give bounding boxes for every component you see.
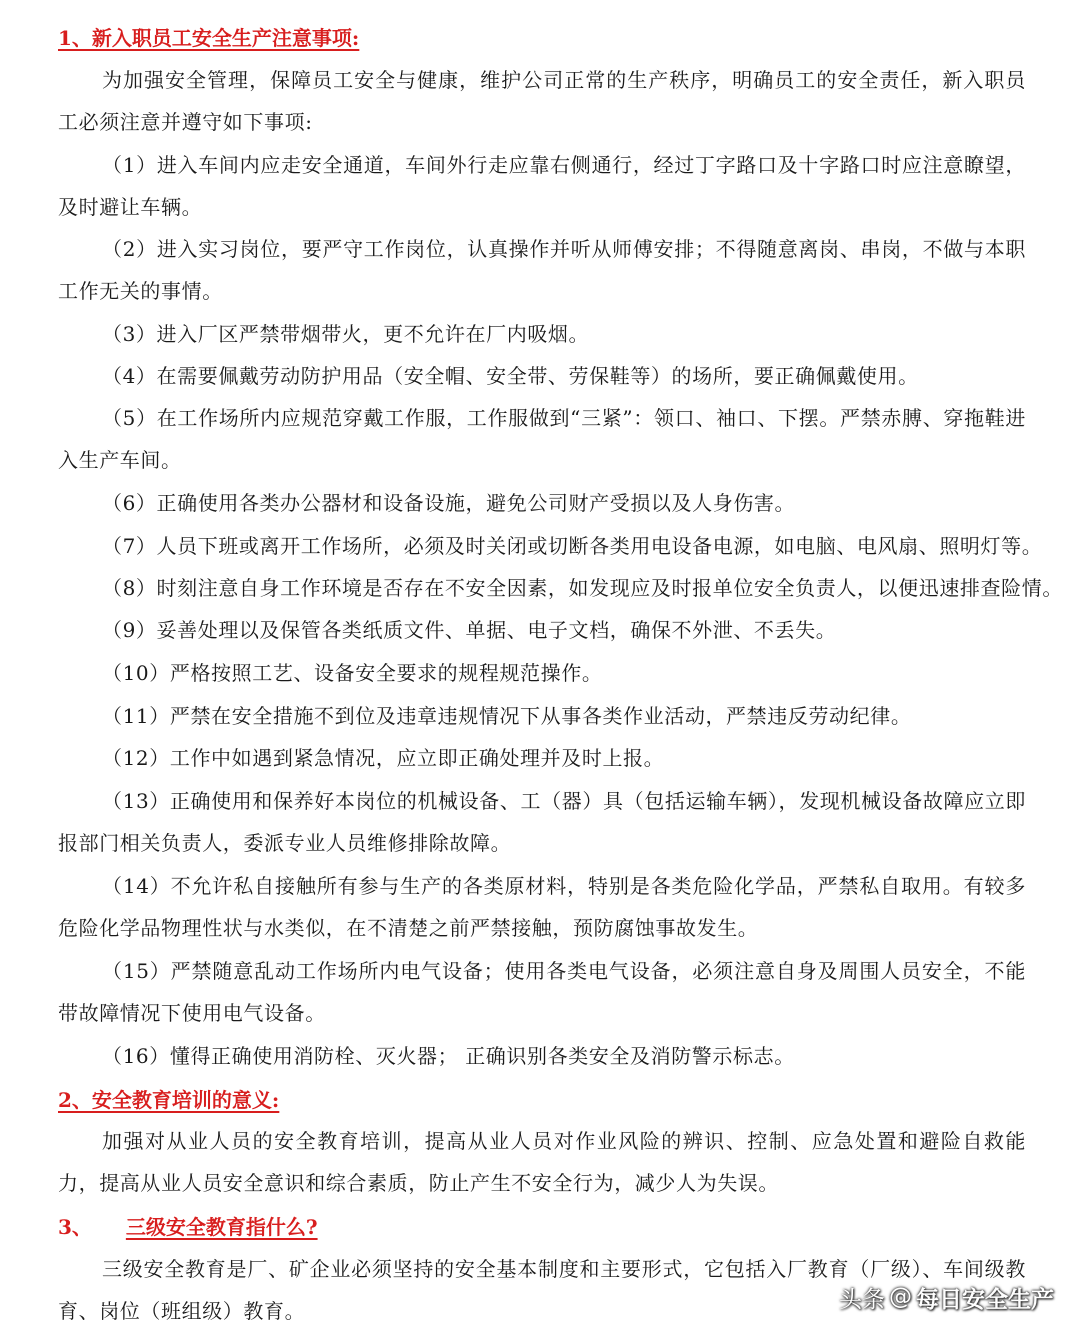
section-3-heading-text: 三级安全教育指什么? (125, 1215, 318, 1239)
rule-item-9: （9）妥善处理以及保管各类纸质文件、单据、电子文档，确保不外泄、不丢失。 (102, 618, 837, 642)
rule-item-15: （15）严禁随意乱动工作场所内电气设备；使用各类电气设备，必须注意自身及周围人员安全，不能带故障情况下使用电气设备。 (58, 959, 1026, 1025)
platform-watermark (839, 1278, 1054, 1316)
watermark-brand: 每日安全生产 (916, 1286, 1054, 1313)
section-2-body: 加强对从业人员的安全教育培训，提高从业人员对作业风险的辨识、控制、应急处置和避险自救能力，提高从业人员安全意识和综合素质，防止产生不安全行为，减少人为失误。 (58, 1129, 1026, 1195)
watermark-at: @ (889, 1284, 912, 1310)
rule-item-10: （10）严格按照工艺、设备安全要求的规程规范操作。 (102, 661, 603, 685)
section-2-heading (58, 1085, 279, 1115)
rule-item-7: （7）人员下班或离开工作场所，必须及时关闭或切断各类用电设备电源，如电脑、电风扇、照明灯等。 (102, 534, 1043, 558)
rule-item-3: （3）进入厂区严禁带烟带火，更不允许在厂内吸烟。 (102, 322, 590, 346)
rule-item-13: （13）正确使用和保养好本岗位的机械设备、工（器）具（包括运输车辆），发现机械设备故障应立即报部门相关负责人，委派专业人员维修排除故障。 (58, 789, 1026, 855)
rule-item-16: （16）懂得正确使用消防栓、灭火器； 正确识别各类安全及消防警示标志。 (102, 1044, 795, 1068)
section-2-heading-text: 2、安全教育培训的意义: (58, 1088, 280, 1112)
section-3-heading-num: 3、 (58, 1215, 92, 1239)
section-1-intro: 为加强安全管理，保障员工安全与健康，维护公司正常的生产秩序，明确员工的安全责任，新入职员工必须注意并遵守如下事项: (58, 68, 1026, 134)
rule-item-5: （5）在工作场所内应规范穿戴工作服，工作服做到“三紧”：领口、袖口、下摆。严禁赤膊、穿拖鞋进入生产车间。 (58, 406, 1026, 472)
section-3-heading (58, 1212, 318, 1242)
rule-item-2: （2）进入实习岗位，要严守工作岗位，认真操作并听从师傅安排；不得随意离岗、串岗，不做与本职工作无关的事情。 (58, 237, 1026, 303)
rule-item-1: （1）进入车间内应走安全通道，车间外行走应靠右侧通行，经过丁字路口及十字路口时应注意瞭望，及时避让车辆。 (58, 153, 1026, 219)
rule-item-14: （14）不允许私自接触所有参与生产的各类原材料，特别是各类危险化学品，严禁私自取用。有较多危险化学品物理性状与水类似，在不清楚之前严禁接触，预防腐蚀事故发生。 (58, 874, 1026, 940)
watermark-prefix: 头条 (839, 1286, 885, 1313)
section-3-body: 三级安全教育是厂、矿企业必须坚持的安全基本制度和主要形式，它包括入厂教育（厂级）、车间级教育、岗位（班组级）教育。 (58, 1257, 1026, 1323)
rule-item-12: （12）工作中如遇到紧急情况，应立即正确处理并及时上报。 (102, 746, 665, 770)
section-1-heading-text: 1、新入职员工安全生产注意事项: (58, 26, 360, 50)
rule-item-8: （8）时刻注意自身工作环境是否存在不安全因素，如发现应及时报单位安全负责人，以便迅速排查险情。 (102, 576, 1063, 600)
rule-item-4: （4）在需要佩戴劳动防护用品（安全帽、安全带、劳保鞋等）的场所，要正确佩戴使用。 (102, 364, 919, 388)
section-1-heading (58, 23, 359, 53)
rule-item-6: （6）正确使用各类办公器材和设备设施，避免公司财产受损以及人身伤害。 (102, 491, 796, 515)
rule-item-11: （11）严禁在安全措施不到位及违章违规情况下从事各类作业活动，严禁违反劳动纪律。 (102, 704, 912, 728)
